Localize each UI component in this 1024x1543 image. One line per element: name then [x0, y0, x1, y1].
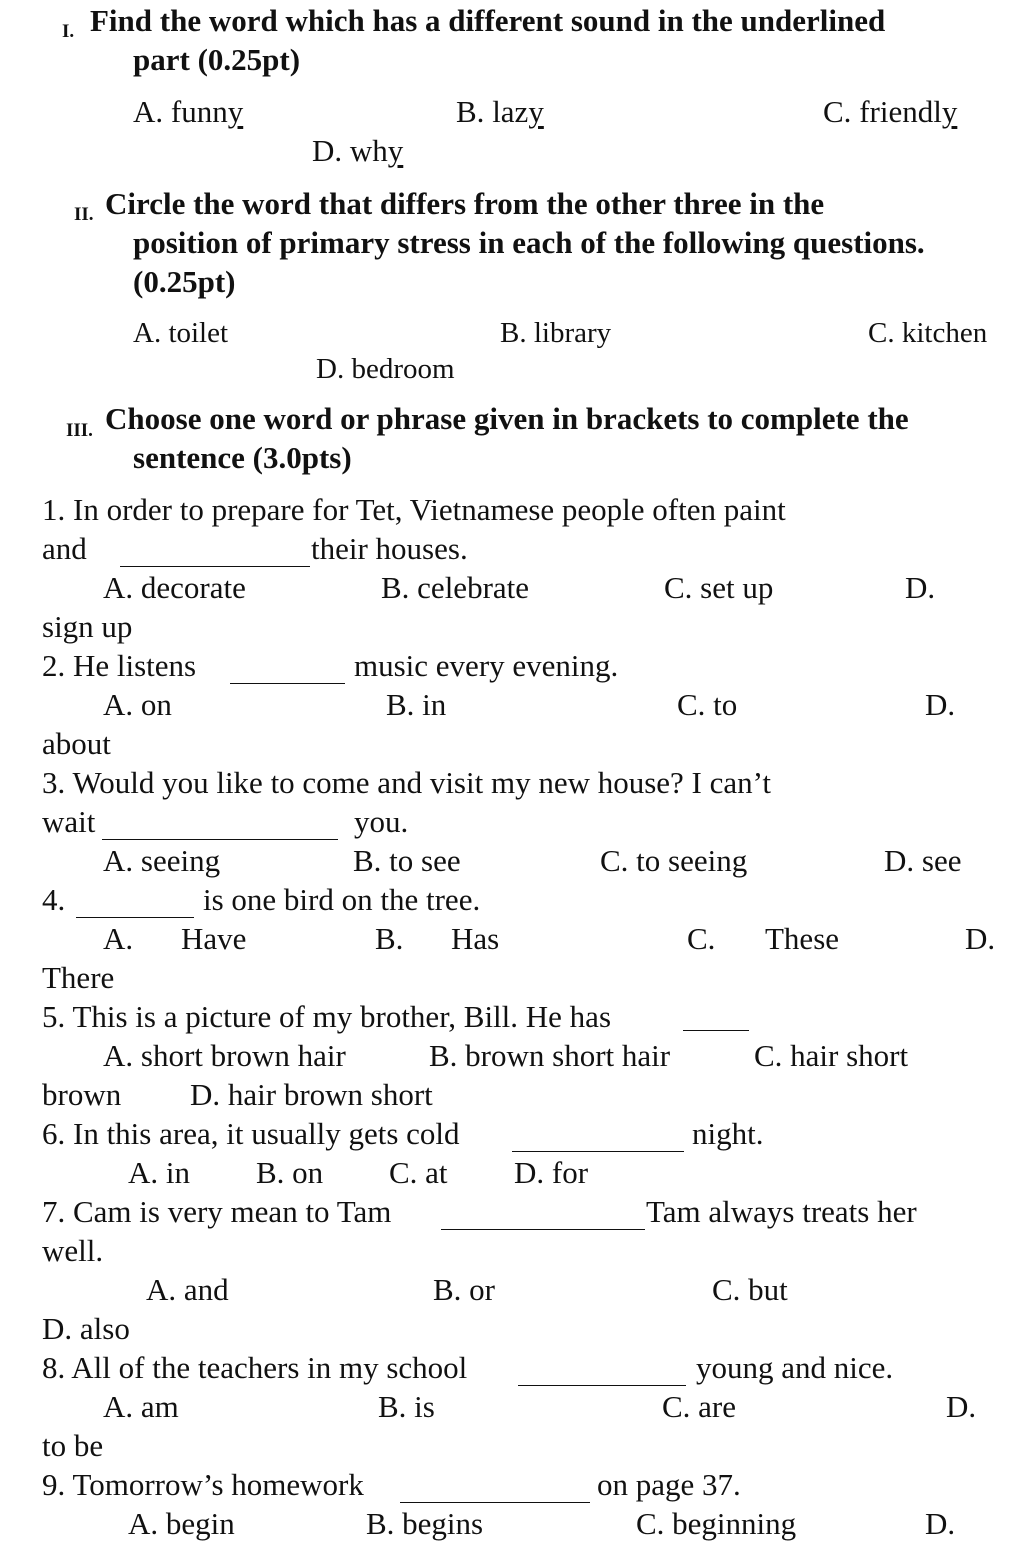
q1-option-b: B. celebrate	[381, 570, 530, 605]
q8-option-a: A. am	[103, 1389, 179, 1424]
s1-option-c: C. friendly	[823, 94, 958, 129]
section-2-title-cont2: (0.25pt)	[133, 264, 236, 299]
q8-option-b: B. is	[378, 1389, 435, 1424]
q4-option-b: Has	[451, 921, 500, 956]
q2-option-a: A. on	[103, 687, 172, 722]
q3-text-pre: wait	[42, 804, 96, 839]
q5-option-c: C. hair short	[754, 1038, 909, 1073]
q7-text-cont: well.	[42, 1233, 104, 1268]
q4-option-d: There	[42, 960, 115, 995]
q7-text-pre: 7. Cam is very mean to Tam	[42, 1194, 392, 1229]
q4-option-d-letter: D.	[965, 921, 996, 956]
q1-option-c: C. set up	[664, 570, 774, 605]
q9-option-c: C. beginning	[636, 1506, 797, 1541]
section-2-number: II.	[74, 204, 94, 225]
q1-blank	[120, 566, 310, 567]
q2-blank	[230, 683, 345, 684]
s1-option-a: A. funny	[133, 94, 244, 129]
q4-text-post: is one bird on the tree.	[203, 882, 481, 917]
q7-option-a: A. and	[146, 1272, 229, 1307]
q2-option-d: D.	[925, 687, 956, 722]
q6-option-a: A. in	[128, 1155, 190, 1190]
q3-text-post: you.	[354, 804, 409, 839]
q2-text-post: music every evening.	[354, 648, 619, 683]
q2-text-pre: 2. He listens	[42, 648, 197, 683]
q3-option-b: B. to see	[353, 843, 461, 878]
section-3-title: Choose one word or phrase given in brackets to complete the	[105, 401, 909, 436]
q1-text: 1. In order to prepare for Tet, Vietnamese people often paint	[42, 492, 786, 527]
q1-text-pre: and	[42, 531, 87, 566]
q5-option-d: D. hair brown short	[190, 1077, 433, 1112]
s2-option-a: A. toilet	[133, 317, 229, 349]
s2-option-d: D. bedroom	[316, 353, 455, 385]
q9-text-pre: 9. Tomorrow’s homework	[42, 1467, 364, 1502]
q8-text-post: young and nice.	[696, 1350, 894, 1385]
q6-blank	[512, 1151, 684, 1152]
q4-option-b-letter: B.	[375, 921, 404, 956]
q2-option-d-cont: about	[42, 726, 111, 761]
q7-option-b: B. or	[433, 1272, 495, 1307]
q6-option-c: C. at	[389, 1155, 448, 1190]
s1-option-b: B. lazy	[456, 94, 544, 129]
q4-option-c-letter: C.	[687, 921, 716, 956]
q1-text-post: their houses.	[311, 531, 468, 566]
q9-text-post: on page 37.	[597, 1467, 741, 1502]
q9-option-d: D.	[925, 1506, 956, 1541]
section-2-title: Circle the word that differs from the other three in the	[105, 186, 825, 221]
q7-option-c: C. but	[712, 1272, 788, 1307]
q5-option-b: B. brown short hair	[429, 1038, 671, 1073]
q6-text-pre: 6. In this area, it usually gets cold	[42, 1116, 460, 1151]
q6-option-b: B. on	[256, 1155, 324, 1190]
q6-text-post: night.	[692, 1116, 764, 1151]
q8-blank	[518, 1385, 686, 1386]
s2-option-c: C. kitchen	[868, 317, 988, 349]
q7-option-d: D. also	[42, 1311, 130, 1346]
q4-blank	[76, 917, 194, 918]
q3-blank	[102, 839, 338, 840]
q4-option-a-letter: A.	[103, 921, 134, 956]
q2-option-b: B. in	[386, 687, 447, 722]
section-1-number: I.	[62, 21, 75, 42]
q3-option-a: A. seeing	[103, 843, 221, 878]
q5-option-c-cont: brown	[42, 1077, 122, 1112]
q6-option-d: D. for	[514, 1155, 589, 1190]
section-3-number: III.	[66, 420, 93, 441]
q1-option-a: A. decorate	[103, 570, 246, 605]
q9-option-b: B. begins	[366, 1506, 484, 1541]
q7-text-post: Tam always treats her	[646, 1194, 917, 1229]
q8-option-d-cont: to be	[42, 1428, 104, 1463]
q1-option-d-cont: sign up	[42, 609, 133, 644]
section-1-title-cont: part (0.25pt)	[133, 42, 301, 77]
q8-option-d: D.	[946, 1389, 977, 1424]
q2-option-c: C. to	[677, 687, 738, 722]
s2-option-b: B. library	[500, 317, 612, 349]
q7-blank	[441, 1229, 645, 1230]
q9-option-a: A. begin	[128, 1506, 235, 1541]
q1-option-d: D.	[905, 570, 936, 605]
q5-blank	[683, 1030, 749, 1031]
q4-option-c: These	[765, 921, 840, 956]
q8-option-c: C. are	[662, 1389, 737, 1424]
q5-text-pre: 5. This is a picture of my brother, Bill. He has	[42, 999, 612, 1034]
q4-text-pre: 4.	[42, 882, 66, 917]
q8-text-pre: 8. All of the teachers in my school	[42, 1350, 468, 1385]
q5-option-a: A. short brown hair	[103, 1038, 346, 1073]
section-1-title: Find the word which has a different sound in the underlined	[90, 3, 886, 38]
q4-option-a: Have	[181, 921, 247, 956]
q9-blank	[400, 1502, 590, 1503]
q3-text: 3. Would you like to come and visit my new house? I can’t	[42, 765, 772, 800]
section-2-title-cont: position of primary stress in each of the following questions.	[133, 225, 925, 260]
q3-option-d: D. see	[884, 843, 962, 878]
s1-option-d: D. why	[312, 133, 404, 168]
section-3-title-cont: sentence (3.0pts)	[133, 440, 352, 475]
q3-option-c: C. to seeing	[600, 843, 748, 878]
